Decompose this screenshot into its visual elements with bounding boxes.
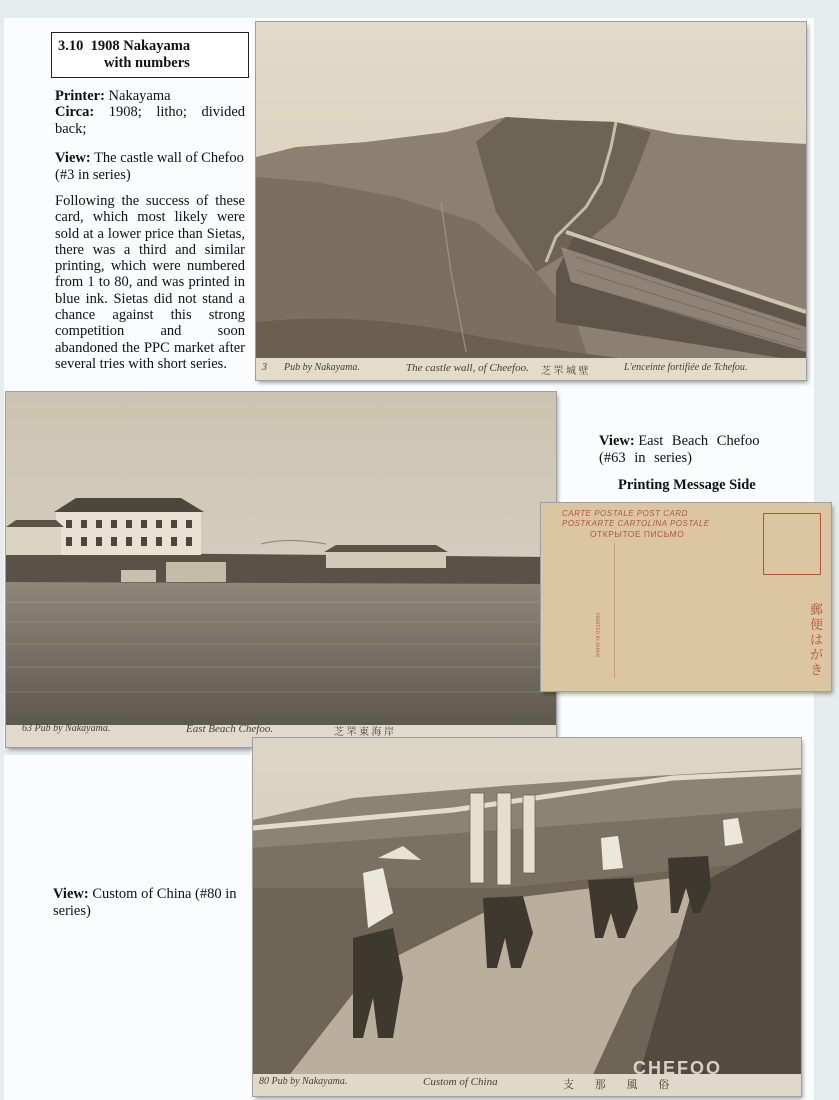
view3-line: [53, 886, 243, 920]
postcard-message-side[interactable]: [541, 503, 831, 691]
section-title-line2: with numbers: [104, 55, 190, 71]
card1-number: 3: [262, 362, 267, 373]
card3-publisher: 80 Pub by Nakayama.: [259, 1076, 348, 1087]
postcard-custom-of-china[interactable]: [253, 738, 801, 1096]
postcard-east-beach[interactable]: [6, 392, 556, 747]
section-title-box: [51, 32, 249, 78]
card3-title-cn: 支 那 風 俗: [563, 1079, 670, 1091]
east-beach-photo: [6, 392, 556, 747]
card1-title-fr: L'enceinte fortifiée de Tchefou.: [624, 362, 748, 373]
printer-value: Nakayama: [108, 88, 171, 104]
printing-message-heading: Printing Message Side: [618, 477, 756, 493]
section-number: 3.10: [58, 38, 84, 54]
printed-in-japan: PRINTED IN JAPAN: [594, 613, 599, 657]
view2-line: [599, 433, 789, 467]
postcard-castle-wall[interactable]: [256, 22, 806, 380]
view1-label: View:: [55, 150, 91, 166]
view1-line: [55, 150, 245, 184]
back-line1: CARTE POSTALE POST CARD: [562, 509, 688, 518]
back-line3: ОТКРЫТОЕ ПИСЬМО: [590, 529, 685, 539]
back-line2: POSTKARTE CARTOLINA POSTALE: [562, 519, 710, 528]
printer-label: Printer:: [55, 88, 105, 104]
circa-line: [55, 104, 245, 138]
view3-label: View:: [53, 886, 89, 902]
card3-title-en: Custom of China: [423, 1076, 498, 1088]
chefoo-stamp: CHEFOO: [633, 1058, 723, 1078]
view2-label: View:: [599, 433, 635, 449]
section-title-line1: 1908 Nakayama: [90, 38, 191, 54]
circa-value: 1908; litho; divided back;: [55, 104, 246, 137]
card2-title-cn: 芝 罘 東 海 岸: [334, 727, 394, 738]
card2-title-en: East Beach Chefoo.: [186, 723, 274, 735]
card1-publisher: Pub by Nakayama.: [284, 362, 360, 373]
castle-wall-photo: [256, 22, 806, 380]
card1-title-cn: 芝 罘 城 壁: [541, 366, 589, 377]
bottom-left-panel: [4, 755, 250, 1100]
stamp-box: [763, 513, 821, 575]
card1-title-en: The castle wall, of Cheefoo.: [406, 362, 529, 374]
circa-label: Circa:: [55, 104, 95, 120]
view1-value: The castle wall of Chefoo (#3 in series): [55, 150, 244, 183]
view2-value: East Beach Chefoo (#63 in series): [599, 433, 760, 466]
history-paragraph: Following the success of these card, which most likely were sold at a lower price than Sietas, there was a third and similar printing, which were numbered from 1 to 80, and was printed in blue ink. Sietas did not stand a chance against this strong competition and soon abandoned the PPC market after several tries with short series.: [55, 193, 245, 372]
custom-of-china-photo: [253, 738, 801, 1096]
printer-line: [55, 88, 245, 105]
view3-value: Custom of China (#80 in series): [53, 886, 237, 919]
card2-publisher: 63 Pub by Nakayama.: [22, 723, 111, 734]
vertical-japanese-text: 郵便はがき: [810, 603, 824, 678]
divider-line: [614, 543, 615, 678]
